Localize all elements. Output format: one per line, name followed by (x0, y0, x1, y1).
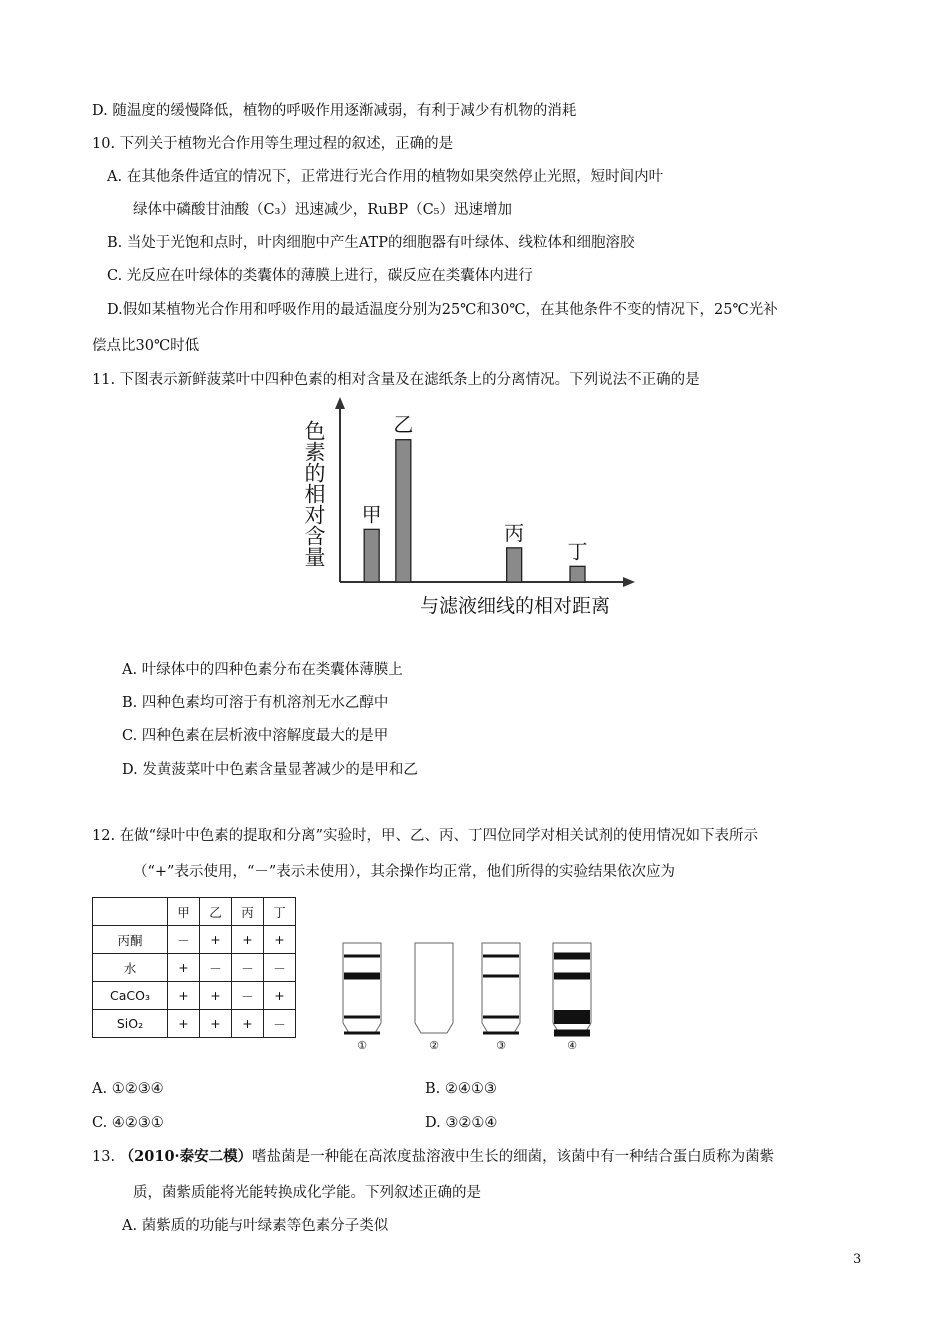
table-row (93, 1010, 296, 1038)
table-row (93, 954, 296, 982)
table-header-row (93, 898, 296, 926)
reagent-table (92, 897, 296, 1038)
x-axis-arrow (623, 577, 635, 587)
q12-option-d: D. ③②①④ (425, 1115, 498, 1131)
table-cell: + (168, 954, 200, 982)
bar-3 (570, 566, 585, 582)
q10-option-a-line1: A. 在其他条件适宜的情况下，正常进行光合作用的植物如果突然停止光照，短时间内叶 (107, 169, 664, 185)
tube-label-1: ① (357, 1039, 367, 1050)
tube-4-band-3 (554, 1010, 590, 1024)
bar-0 (364, 529, 379, 582)
tube-3-band-1 (483, 955, 519, 958)
table-cell: － (232, 982, 264, 1010)
q11-option-c: C. 四种色素在层析液中溶解度最大的是甲 (122, 728, 389, 744)
q10-option-a-line2: 绿体中磷酸甘油酸（C₃）迅速减少，RuBP（C₅）迅速增加 (133, 202, 512, 218)
table-cell: + (264, 926, 296, 954)
tube-1-band-1 (344, 955, 380, 958)
q12-option-a: A. ①②③④ (92, 1081, 164, 1097)
table-cell (93, 898, 168, 926)
table-cell: + (168, 1010, 200, 1038)
bar-2 (507, 548, 522, 582)
table-row-label: CaCO₃ (93, 982, 168, 1010)
q13-number: 13. (92, 1149, 116, 1165)
chromatography-tubes (335, 935, 605, 1050)
q11-stem: 11. 下图表示新鲜菠菜叶中四种色素的相对含量及在滤纸条上的分离情况。下列说法不正确的是 (92, 372, 700, 388)
table-header-bing: 丙 (232, 898, 264, 926)
q13-option-a: A. 菌紫质的功能与叶绿素等色素分子类似 (122, 1218, 389, 1234)
bar-1 (396, 440, 411, 582)
tube-label-3: ③ (496, 1039, 506, 1050)
tube-2 (415, 943, 453, 1033)
tube-label-4: ④ (567, 1039, 577, 1050)
bar-label-3: 丁 (567, 539, 588, 564)
chart-xlabel: 与滤液细线的相对距离 (419, 595, 611, 617)
tube-1-band-2 (344, 973, 380, 980)
table-cell: + (232, 926, 264, 954)
q10-option-b: B. 当处于光饱和点时，叶肉细胞中产生ATP的细胞器有叶绿体、线粒体和细胞溶胶 (107, 235, 635, 251)
table-cell: － (264, 1010, 296, 1038)
q13-source: （2010·泰安二模） (119, 1148, 253, 1165)
table-row (93, 982, 296, 1010)
tube-1-band-4 (344, 1032, 380, 1035)
tube-3-band-3 (483, 1016, 519, 1019)
bar-label-2: 丙 (504, 520, 525, 545)
q13-text: 嗜盐菌是一种能在高浓度盐溶液中生长的细菌，该菌中有一种结合蛋白质称为菌紫 (252, 1149, 775, 1165)
q10-stem: 10. 下列关于植物光合作用等生理过程的叙述，正确的是 (92, 136, 454, 152)
q13-stem-line2: 质，菌紫质能将光能转换成化学能。下列叙述正确的是 (133, 1185, 481, 1201)
tube-4-band-2 (554, 973, 590, 980)
tube-3-band-4 (483, 1032, 519, 1035)
q9-option-d: D. 随温度的缓慢降低，植物的呼吸作用逐渐减弱，有利于减少有机物的消耗 (92, 103, 577, 119)
table-cell: + (232, 1010, 264, 1038)
pigment-bar-chart (300, 392, 640, 622)
tube-label-2: ② (429, 1039, 439, 1050)
q11-option-a: A. 叶绿体中的四种色素分布在类囊体薄膜上 (122, 662, 403, 678)
tube-3-band-2 (483, 975, 519, 978)
q12-stem-line2: （“+”表示使用，“－”表示未使用），其余操作均正常，他们所得的实验结果依次应为 (133, 864, 676, 880)
table-row-label: 丙酮 (93, 926, 168, 954)
y-axis-arrow (335, 397, 345, 409)
q11-option-d: D. 发黄菠菜叶中色素含量显著减少的是甲和乙 (122, 762, 418, 778)
q12-stem-line1: 12. 在做“绿叶中色素的提取和分离”实验时，甲、乙、丙、丁四位同学对相关试剂的使用情况如下表所示 (92, 828, 758, 844)
q11-option-b: B. 四种色素均可溶于有机溶剂无水乙醇中 (122, 695, 389, 711)
q10-option-d-line1: D.假如某植物光合作用和呼吸作用的最适温度分别为25℃和30℃，在其他条件不变的情况下，25℃光补 (107, 302, 778, 318)
tube-4-band-4 (554, 1030, 590, 1037)
table-cell: － (264, 954, 296, 982)
q12-option-c: C. ④②③① (92, 1115, 164, 1131)
table-cell: － (168, 926, 200, 954)
table-header-ding: 丁 (264, 898, 296, 926)
table-cell: + (200, 926, 232, 954)
table-row (93, 926, 296, 954)
tube-1-band-3 (344, 1016, 380, 1019)
table-cell: + (200, 982, 232, 1010)
q10-option-d-line2: 偿点比30℃时低 (92, 338, 200, 354)
table-header-jia: 甲 (168, 898, 200, 926)
table-row-label: 水 (93, 954, 168, 982)
table-cell: + (168, 982, 200, 1010)
table-cell: － (232, 954, 264, 982)
q12-option-b: B. ②④①③ (425, 1081, 497, 1097)
page-number: 3 (853, 1252, 862, 1267)
table-cell: + (200, 1010, 232, 1038)
bar-label-0: 甲 (361, 502, 382, 527)
q13-stem-line1 (92, 1147, 774, 1167)
q10-option-c: C. 光反应在叶绿体的类囊体的薄膜上进行，碳反应在类囊体内进行 (107, 268, 533, 284)
table-cell: － (200, 954, 232, 982)
bar-label-1: 乙 (393, 412, 414, 437)
tube-4-band-1 (554, 953, 590, 960)
table-header-yi: 乙 (200, 898, 232, 926)
chart-ylabel: 色素的相对含量 (302, 420, 326, 567)
table-row-label: SiO₂ (93, 1010, 168, 1038)
table-cell: + (264, 982, 296, 1010)
